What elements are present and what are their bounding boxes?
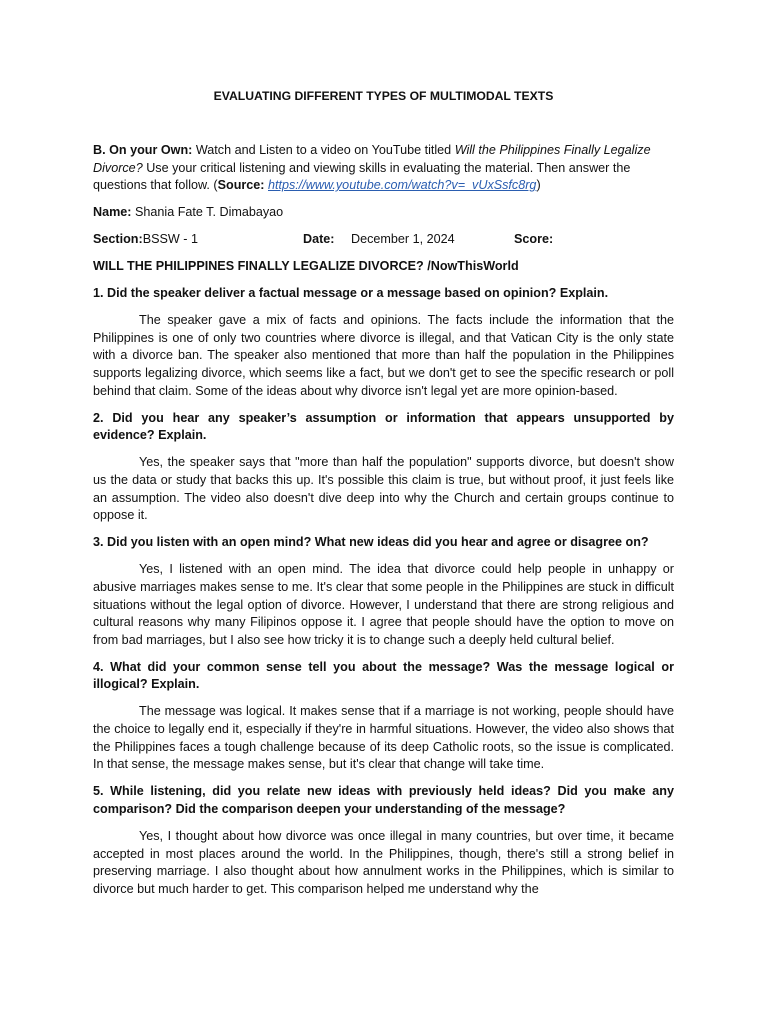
- date-label: Date:: [303, 232, 335, 246]
- answer-1: The speaker gave a mix of facts and opinions. The facts include the information that the Philippines is one of only two countries where divorce is illegal, and that Vatican City is the only state with a divorce ban. The speaker also mentioned that more than half the population in the Philippines supports legalizing divorce, which seems like a fact, but we don't get to see the specific research or poll behind that claim. Some of the ideas about why divorce isn't legal yet are more opinion-based.: [93, 313, 674, 398]
- question-2: 2. Did you hear any speaker’s assumption or information that appears unsupported by evidence? Explain.: [93, 410, 674, 443]
- question-4: 4. What did your common sense tell you about the message? Was the message logical or illogical? Explain.: [93, 659, 674, 692]
- answer-3: Yes, I listened with an open mind. The idea that divorce could help people in unhappy or abusive marriages makes sense to me. It's clear that some people in the Philippines are stuck in difficult situations without the legal option of divorce. However, I understand that there are strong religious and cultural reasons why many Filipinos oppose it. I agree that people should have the option to move on from bad marriages, but I also see how tricky it is to change such a deeply held cultural belief.: [93, 562, 674, 647]
- questions-body: [93, 258, 674, 908]
- instructions-close: ): [536, 178, 541, 193]
- source-link[interactable]: https://www.youtube.com/watch?v=_vUxSsfc8rg: [268, 178, 537, 193]
- answer-2: Yes, the speaker says that "more than half the population" supports divorce, but doesn't show us the data or study that backs this up. It's possible this claim is true, but without proof, it just feels like an assumption. The video also doesn't dive deep into why the Church and certain groups continue to oppose it.: [93, 455, 674, 523]
- instructions-text-1: Watch and Listen to a video on YouTube titled: [192, 143, 455, 157]
- document-title: EVALUATING DIFFERENT TYPES OF MULTIMODAL TEXTS: [213, 89, 554, 103]
- score-label: Score:: [514, 232, 554, 246]
- question-1: 1. Did the speaker deliver a factual message or a message based on opinion? Explain.: [93, 286, 609, 301]
- instructions-label: B. On your Own:: [93, 143, 193, 157]
- source-label: Source:: [217, 178, 265, 193]
- answer-4: The message was logical. It makes sense that if a marriage is not working, people should have the choice to legally end it, especially if they're in harmful situations. However, the video also shows that the Philippines faces a tough challenge because of its deep Catholic roots, so the issue is complicated. In that sense, the message makes sense, but it's clear that change will take time.: [93, 704, 674, 772]
- video-title: Will the Philippines Finally Legalize Divorce?: [93, 143, 651, 175]
- instructions-paragraph: [93, 142, 674, 195]
- section-value: BSSW - 1: [142, 232, 198, 246]
- instructions-text-2: Use your critical listening and viewing skills in evaluating the material. Then answer the questions that follow. (: [93, 160, 631, 193]
- topic-heading: WILL THE PHILIPPINES FINALLY LEGALIZE DIVORCE? /NowThisWorld: [93, 259, 519, 273]
- name-line: [93, 204, 283, 222]
- section-date-score-line: [93, 231, 674, 249]
- date-value: December 1, 2024: [351, 232, 455, 246]
- answer-5: Yes, I thought about how divorce was once illegal in many countries, but over time, it became accepted in most places around the world. In the Philippines, though, there's still a strong belief in preserving marriage. I also thought about how annulment works in the Philippines, which is similar to divorce but much harder to get. This comparison helped me understand why the: [93, 829, 674, 896]
- name-label: Name:: [93, 205, 132, 219]
- question-3: 3. Did you listen with an open mind? What new ideas did you hear and agree or disagree on?: [93, 535, 649, 550]
- name-value: Shania Fate T. Dimabayao: [131, 205, 284, 219]
- section-label: Section:: [93, 232, 143, 246]
- question-5: 5. While listening, did you relate new ideas with previously held ideas? Did you make any comparison? Did the comparison deepen your understanding of the message?: [93, 784, 674, 816]
